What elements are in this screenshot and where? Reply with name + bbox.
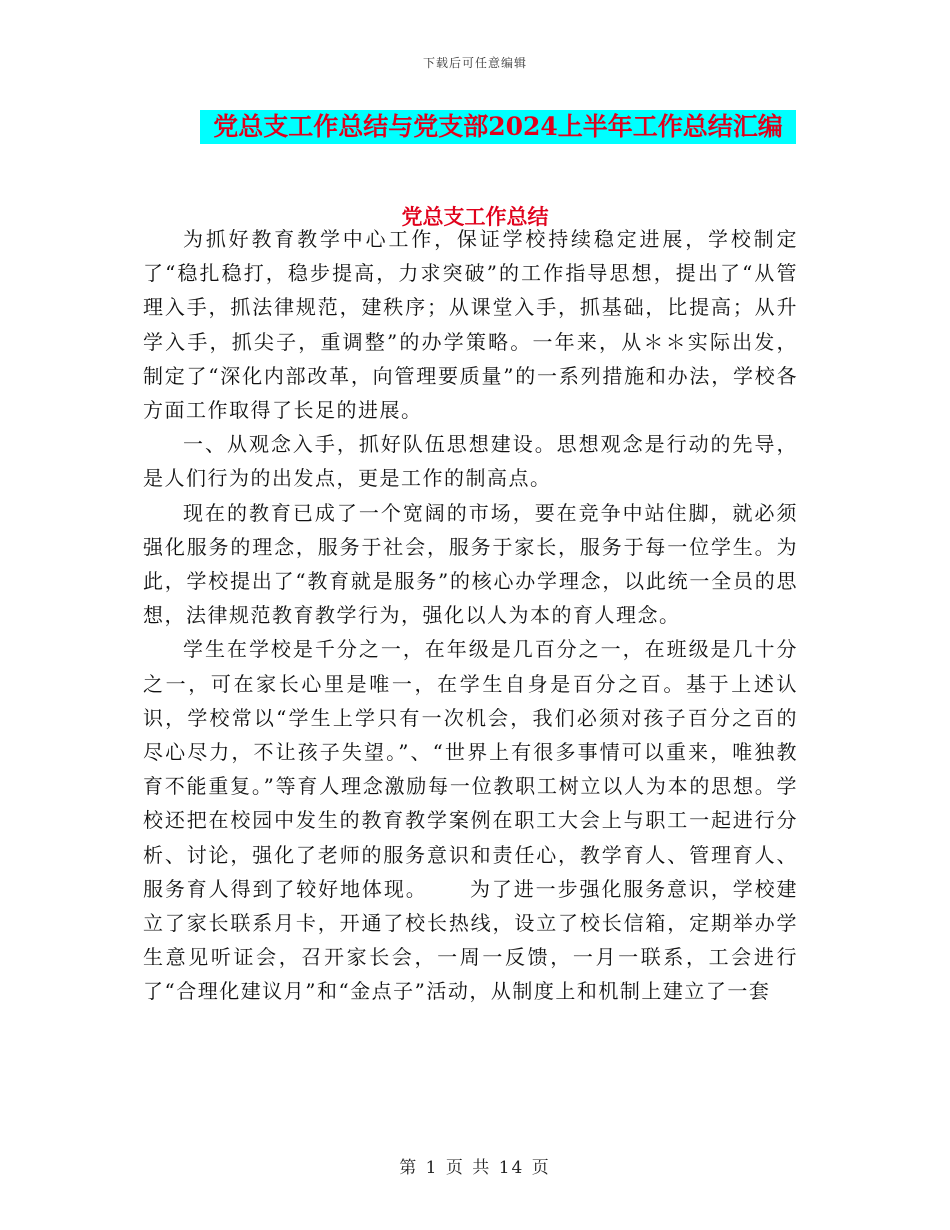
- paragraph-students-text: 学生在学校是千分之一，在年级是几百分之一，在班级是几十分之一，可在家长心里是唯一，在学生自身是百分之百。基于上述认识，学校常以“学生上学只有一次机会，我们必须对孩子百分之百的尽心尽力，不让孩子失望。”、“世界上有很多事情可以重来，唯独教育不能重复。”等育人理念激励每一位教职工树立以人为本的思想。学校还把在校园中发生的教育教学案例在职工大会上与职工一起进行分析、讨论，强化了老师的服务意识和责任心，教学育人、管理育人、服务育人得到了较好地体现。: [143, 637, 798, 901]
- section-title: 党总支工作总结: [401, 204, 549, 229]
- page-number: 第 1 页 共 14 页: [399, 1158, 551, 1178]
- paragraph-students: [143, 632, 798, 1008]
- document-title: 党总支工作总结与党支部2024上半年工作总结汇编: [213, 112, 783, 141]
- document-body: [143, 222, 798, 1009]
- paragraph-section-one: 一、从观念入手，抓好队伍思想建设。思想观念是行动的先导，是人们行为的出发点，更是工作的制高点。: [143, 432, 798, 491]
- paragraph-intro: 为抓好教育教学中心工作，保证学校持续稳定进展，学校制定了“稳扎稳打，稳步提高，力求突破”的工作指导思想，提出了“从管理入手，抓法律规范，建秩序；从课堂入手，抓基础，比提高；从升学入手，抓尖子，重调整”的办学策略。一年来，从＊＊实际出发，制定了“深化内部改革，向管理要质量”的一系列措施和办法，学校各方面工作取得了长足的进展。: [143, 227, 798, 423]
- paragraph-market: 现在的教育已成了一个宽阔的市场，要在竞争中站住脚，就必须强化服务的理念，服务于社会，服务于家长，服务于每一位学生。为此，学校提出了“教育就是服务”的核心办学理念，以此统一全员的思想，法律规范教育教学行为，强化以人为本的育人理念。: [143, 500, 798, 628]
- header-note: 下载后可任意编辑: [422, 56, 527, 70]
- paragraph-service-text: 为了进一步强化服务意识，学校建立了家长联系月卡，开通了校长热线，设立了校长信箱，定期举办学生意见听证会，召开家长会，一周一反馈，一月一联系，工会进行了“合理化建议月”和“金点子”活动，从制度上和机制上建立了一套: [143, 876, 799, 1004]
